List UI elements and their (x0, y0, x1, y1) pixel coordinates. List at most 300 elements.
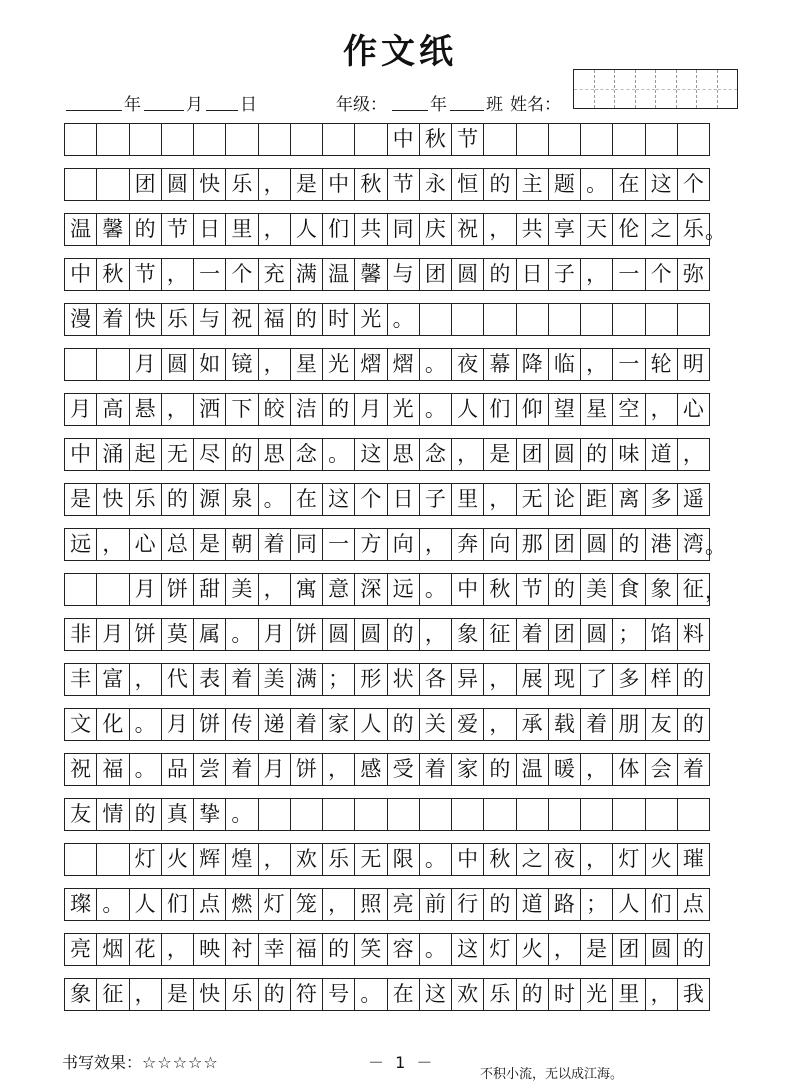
grid-cell[interactable]: 各 (419, 663, 452, 696)
grid-cell[interactable]: 辉 (193, 843, 226, 876)
grid-cell[interactable]: 共 (354, 213, 387, 246)
grid-cell[interactable]: 是 (580, 933, 613, 966)
grid-cell[interactable]: 湾 (677, 528, 710, 561)
grid-cell[interactable]: ， (96, 528, 129, 561)
grid-cell[interactable]: 题 (548, 168, 581, 201)
grid-cell[interactable]: 燃 (225, 888, 258, 921)
grid-cell[interactable] (193, 123, 226, 156)
grid-cell[interactable]: 的 (580, 438, 613, 471)
grid-cell[interactable]: 夜 (451, 348, 484, 381)
grid-cell[interactable]: 如 (193, 348, 226, 381)
grid-cell[interactable]: 现 (548, 663, 581, 696)
grid-cell[interactable] (225, 123, 258, 156)
grid-cell[interactable]: 味 (612, 438, 645, 471)
grid-cell[interactable]: 节 (129, 258, 162, 291)
grid-cell[interactable]: 着 (419, 753, 452, 786)
grid-cell[interactable]: 火 (161, 843, 194, 876)
grid-cell[interactable]: 幸 (258, 933, 291, 966)
grid-cell[interactable]: 乐 (483, 978, 516, 1011)
grid-cell[interactable]: ， (645, 393, 678, 426)
grid-cell[interactable]: 。 (129, 708, 162, 741)
grid-cell[interactable] (548, 123, 581, 156)
grid-cell[interactable]: 月 (258, 753, 291, 786)
grid-cell[interactable]: 秋 (96, 258, 129, 291)
grid-cell[interactable] (548, 303, 581, 336)
grid-cell[interactable]: 的 (483, 168, 516, 201)
grid-cell[interactable]: 同 (387, 213, 420, 246)
grid-cell[interactable]: 圆 (161, 348, 194, 381)
grid-cell[interactable]: 们 (161, 888, 194, 921)
grid-cell[interactable] (645, 798, 678, 831)
grid-cell[interactable]: 离 (612, 483, 645, 516)
grid-cell[interactable]: 个 (225, 258, 258, 291)
grid-cell[interactable]: 点 (677, 888, 710, 921)
grid-cell[interactable]: 的 (322, 393, 355, 426)
grid-cell[interactable]: ； (322, 663, 355, 696)
grid-cell[interactable]: 圆 (451, 258, 484, 291)
grid-cell[interactable] (96, 843, 129, 876)
grid-cell[interactable] (258, 123, 291, 156)
grid-cell[interactable]: 这 (419, 978, 452, 1011)
grid-cell[interactable]: 映 (193, 933, 226, 966)
grid-cell[interactable]: 高 (96, 393, 129, 426)
grid-cell[interactable]: 月 (129, 573, 162, 606)
grid-cell[interactable]: 伦 (612, 213, 645, 246)
grid-cell[interactable]: 享 (548, 213, 581, 246)
grid-cell[interactable]: 弥 (677, 258, 710, 291)
grid-cell[interactable]: 幕 (483, 348, 516, 381)
grid-cell[interactable]: 轮 (645, 348, 678, 381)
grid-cell[interactable]: 祝 (451, 213, 484, 246)
grid-cell[interactable]: 笑 (354, 933, 387, 966)
grid-cell[interactable]: 乐 (161, 303, 194, 336)
grid-cell[interactable]: 光 (387, 393, 420, 426)
grid-cell[interactable]: 衬 (225, 933, 258, 966)
grid-cell[interactable]: 中 (451, 843, 484, 876)
grid-cell[interactable]: 容 (387, 933, 420, 966)
grid-cell[interactable]: 我 (677, 978, 710, 1011)
grid-cell[interactable] (354, 798, 387, 831)
grid-cell[interactable] (612, 123, 645, 156)
grid-cell[interactable]: ， (322, 753, 355, 786)
grid-cell[interactable]: 个 (354, 483, 387, 516)
grid-cell[interactable]: 灯 (483, 933, 516, 966)
grid-cell[interactable]: 熠 (387, 348, 420, 381)
grid-cell[interactable]: 。 (258, 483, 291, 516)
grid-cell[interactable] (419, 798, 452, 831)
grid-cell[interactable]: 着 (290, 708, 323, 741)
grid-cell[interactable]: 的 (129, 213, 162, 246)
grid-cell[interactable]: 火 (645, 843, 678, 876)
grid-cell[interactable]: 乐 (225, 168, 258, 201)
grid-cell[interactable]: 道 (645, 438, 678, 471)
grid-cell[interactable]: 团 (548, 618, 581, 651)
grid-cell[interactable]: 团 (548, 528, 581, 561)
grid-cell[interactable]: 属 (193, 618, 226, 651)
grid-cell[interactable]: ， (129, 663, 162, 696)
grid-cell[interactable]: ， (258, 348, 291, 381)
grid-cell[interactable]: 的 (677, 933, 710, 966)
grid-cell[interactable]: 情 (96, 798, 129, 831)
grid-cell[interactable]: 状 (387, 663, 420, 696)
grid-cell[interactable]: 快 (193, 978, 226, 1011)
grid-cell[interactable]: 皎 (258, 393, 291, 426)
grid-cell[interactable]: ， (258, 168, 291, 201)
grid-cell[interactable]: 。 (419, 573, 452, 606)
grid-cell[interactable]: 天 (580, 213, 613, 246)
name-box[interactable] (573, 69, 738, 109)
grid-cell[interactable]: 月 (354, 393, 387, 426)
grid-cell[interactable] (290, 798, 323, 831)
grid-cell[interactable]: 洒 (193, 393, 226, 426)
grid-cell[interactable]: ， (580, 753, 613, 786)
grid-cell[interactable]: 子 (548, 258, 581, 291)
grid-cell[interactable]: 。 (96, 888, 129, 921)
grid-cell[interactable]: 无 (354, 843, 387, 876)
grid-cell[interactable]: ， (161, 933, 194, 966)
grid-cell[interactable] (645, 123, 678, 156)
grid-cell[interactable]: 们 (483, 393, 516, 426)
grid-cell[interactable]: 符 (290, 978, 323, 1011)
grid-cell[interactable]: 璨 (64, 888, 97, 921)
grid-cell[interactable]: 圆 (322, 618, 355, 651)
grid-cell[interactable]: 着 (225, 663, 258, 696)
grid-cell[interactable]: ； (612, 618, 645, 651)
grid-cell[interactable]: 文 (64, 708, 97, 741)
grid-cell[interactable]: 灯 (612, 843, 645, 876)
grid-cell[interactable]: 煌 (225, 843, 258, 876)
grid-cell[interactable] (580, 123, 613, 156)
grid-cell[interactable]: 馅 (645, 618, 678, 651)
grid-cell[interactable] (96, 348, 129, 381)
grid-cell[interactable] (451, 798, 484, 831)
grid-cell[interactable]: 感 (354, 753, 387, 786)
rating-stars[interactable]: ☆☆☆☆☆ (142, 1053, 219, 1072)
grid-cell[interactable]: 下 (225, 393, 258, 426)
grid-cell[interactable]: ， (677, 438, 710, 471)
grid-cell[interactable]: 庆 (419, 213, 452, 246)
grid-cell[interactable]: 传 (225, 708, 258, 741)
grid-cell[interactable]: ， (645, 978, 678, 1011)
grid-cell[interactable]: 暖 (548, 753, 581, 786)
grid-cell[interactable]: 受 (387, 753, 420, 786)
grid-cell[interactable]: 个 (677, 168, 710, 201)
grid-cell[interactable]: 人 (129, 888, 162, 921)
grid-cell[interactable]: 在 (612, 168, 645, 201)
grid-cell[interactable]: 乐 (225, 978, 258, 1011)
grid-cell[interactable]: 爱 (451, 708, 484, 741)
grid-cell[interactable]: ， (580, 348, 613, 381)
grid-cell[interactable] (387, 798, 420, 831)
grid-cell[interactable]: 源 (193, 483, 226, 516)
grid-cell[interactable]: 永 (419, 168, 452, 201)
grid-cell[interactable]: 征 (96, 978, 129, 1011)
grid-cell[interactable] (612, 798, 645, 831)
grid-cell[interactable]: ， (258, 843, 291, 876)
grid-cell[interactable]: 中 (451, 573, 484, 606)
grid-cell[interactable]: 饼 (193, 708, 226, 741)
grid-cell[interactable] (677, 123, 710, 156)
grid-cell[interactable]: 快 (96, 483, 129, 516)
grid-cell[interactable]: 异 (451, 663, 484, 696)
grid-cell[interactable]: 化 (96, 708, 129, 741)
grid-cell[interactable]: 熠 (354, 348, 387, 381)
grid-cell[interactable]: 真 (161, 798, 194, 831)
grid-cell[interactable]: 圆 (354, 618, 387, 651)
grid-cell[interactable]: 之 (645, 213, 678, 246)
grid-cell[interactable] (548, 798, 581, 831)
grid-cell[interactable]: 心 (129, 528, 162, 561)
grid-cell[interactable]: ， (419, 528, 452, 561)
grid-cell[interactable]: 笼 (290, 888, 323, 921)
grid-cell[interactable]: 的 (612, 528, 645, 561)
grid-cell[interactable]: 形 (354, 663, 387, 696)
grid-cell[interactable]: 的 (258, 978, 291, 1011)
grid-cell[interactable]: 仰 (516, 393, 549, 426)
grid-cell[interactable]: ， (258, 213, 291, 246)
grid-cell[interactable]: 。 (225, 798, 258, 831)
grid-cell[interactable]: 思 (258, 438, 291, 471)
grid-cell[interactable]: 福 (96, 753, 129, 786)
grid-cell[interactable]: 团 (129, 168, 162, 201)
grid-cell[interactable]: 共 (516, 213, 549, 246)
grid-cell[interactable]: 。 (419, 933, 452, 966)
grid-cell[interactable]: 尝 (193, 753, 226, 786)
grid-cell[interactable]: 递 (258, 708, 291, 741)
grid-cell[interactable]: 人 (451, 393, 484, 426)
day-blank[interactable] (206, 110, 238, 111)
grid-cell[interactable]: 月 (161, 708, 194, 741)
grid-cell[interactable]: 与 (193, 303, 226, 336)
grid-cell[interactable]: 的 (548, 573, 581, 606)
grid-cell[interactable]: 样 (645, 663, 678, 696)
grid-cell[interactable]: 象 (64, 978, 97, 1011)
grid-cell[interactable]: 着 (225, 753, 258, 786)
grid-cell[interactable] (516, 303, 549, 336)
grid-cell[interactable]: 节 (387, 168, 420, 201)
grid-cell[interactable] (483, 303, 516, 336)
grid-cell[interactable]: 向 (387, 528, 420, 561)
grid-cell[interactable]: 充 (258, 258, 291, 291)
grid-cell[interactable]: 象 (645, 573, 678, 606)
grid-cell[interactable]: 这 (451, 933, 484, 966)
grid-cell[interactable]: 意 (322, 573, 355, 606)
grid-cell[interactable]: ， (548, 933, 581, 966)
grid-cell[interactable]: 乐 (677, 213, 710, 246)
grid-cell[interactable]: ， (483, 483, 516, 516)
grid-cell[interactable]: 子 (419, 483, 452, 516)
grid-cell[interactable] (516, 123, 549, 156)
grid-cell[interactable]: 思 (387, 438, 420, 471)
grid-cell[interactable]: 里 (612, 978, 645, 1011)
grid-cell[interactable]: 快 (129, 303, 162, 336)
grid-cell[interactable]: 象 (451, 618, 484, 651)
grid-cell[interactable]: 中 (387, 123, 420, 156)
grid-cell[interactable]: 点 (193, 888, 226, 921)
grid-cell[interactable]: 心 (677, 393, 710, 426)
grid-cell[interactable]: 祝 (225, 303, 258, 336)
grid-cell[interactable]: 家 (451, 753, 484, 786)
grid-cell[interactable]: 念 (419, 438, 452, 471)
grid-cell[interactable] (64, 123, 97, 156)
grid-cell[interactable]: ， (419, 618, 452, 651)
grid-cell[interactable]: 月 (64, 393, 97, 426)
grid-cell[interactable]: 秋 (419, 123, 452, 156)
class-blank[interactable] (450, 110, 484, 111)
grid-cell[interactable]: 那 (516, 528, 549, 561)
grid-cell[interactable]: 着 (96, 303, 129, 336)
grid-cell[interactable]: 同 (290, 528, 323, 561)
grid-cell[interactable]: 品 (161, 753, 194, 786)
grid-cell[interactable]: 港 (645, 528, 678, 561)
grid-cell[interactable]: 遥 (677, 483, 710, 516)
grid-cell[interactable]: 会 (645, 753, 678, 786)
grid-cell[interactable]: 限 (387, 843, 420, 876)
grid-cell[interactable]: 饼 (161, 573, 194, 606)
grid-cell[interactable]: 秋 (354, 168, 387, 201)
grid-cell[interactable]: 之 (516, 843, 549, 876)
grid-cell[interactable]: 丰 (64, 663, 97, 696)
grid-cell[interactable]: 夜 (548, 843, 581, 876)
grid-cell[interactable] (64, 573, 97, 606)
grid-cell[interactable]: 祝 (64, 753, 97, 786)
grid-cell[interactable]: 多 (645, 483, 678, 516)
grid-cell[interactable]: 载 (548, 708, 581, 741)
grid-cell[interactable]: 食 (612, 573, 645, 606)
grid-cell[interactable]: 满 (290, 663, 323, 696)
grid-cell[interactable]: 美 (580, 573, 613, 606)
grid-cell[interactable]: 了 (580, 663, 613, 696)
grid-cell[interactable] (64, 843, 97, 876)
grid-cell[interactable]: 是 (483, 438, 516, 471)
grid-cell[interactable]: 火 (516, 933, 549, 966)
grid-cell[interactable]: 漫 (64, 303, 97, 336)
grid-cell[interactable]: 挚 (193, 798, 226, 831)
grid-cell[interactable]: 团 (419, 258, 452, 291)
grid-cell[interactable]: 远 (64, 528, 97, 561)
grid-cell[interactable]: 饼 (290, 753, 323, 786)
grid-cell[interactable]: 的 (161, 483, 194, 516)
grid-cell[interactable]: 里 (451, 483, 484, 516)
grid-cell[interactable]: 烟 (96, 933, 129, 966)
grid-cell[interactable]: ， (451, 438, 484, 471)
grid-cell[interactable]: 的 (387, 618, 420, 651)
grid-cell[interactable]: 号 (322, 978, 355, 1011)
grid-cell[interactable]: 富 (96, 663, 129, 696)
grid-cell[interactable] (580, 798, 613, 831)
grid-cell[interactable] (612, 303, 645, 336)
grid-cell[interactable]: 灯 (258, 888, 291, 921)
grid-cell[interactable]: 展 (516, 663, 549, 696)
grid-cell[interactable]: 。 (354, 978, 387, 1011)
grid-cell[interactable] (64, 168, 97, 201)
grid-cell[interactable]: 论 (548, 483, 581, 516)
grid-cell[interactable]: 。 (322, 438, 355, 471)
grid-cell[interactable]: 这 (354, 438, 387, 471)
grid-cell[interactable]: 福 (258, 303, 291, 336)
grid-cell[interactable]: 在 (387, 978, 420, 1011)
grid-cell[interactable]: 行 (451, 888, 484, 921)
grid-cell[interactable]: 时 (548, 978, 581, 1011)
grid-cell[interactable]: 的 (677, 708, 710, 741)
grid-cell[interactable]: 里 (225, 213, 258, 246)
grid-cell[interactable]: 秋 (483, 573, 516, 606)
grid-cell[interactable]: 。 (129, 753, 162, 786)
grid-cell[interactable]: 中 (322, 168, 355, 201)
grid-cell[interactable]: 距 (580, 483, 613, 516)
grid-cell[interactable]: 日 (193, 213, 226, 246)
grid-cell[interactable] (96, 123, 129, 156)
grid-cell[interactable]: 甜 (193, 573, 226, 606)
grid-cell[interactable]: 友 (645, 708, 678, 741)
grid-cell[interactable]: 非 (64, 618, 97, 651)
grid-cell[interactable] (483, 798, 516, 831)
grid-cell[interactable]: 空 (612, 393, 645, 426)
grid-cell[interactable]: 涌 (96, 438, 129, 471)
grid-cell[interactable]: 道 (516, 888, 549, 921)
grid-cell[interactable]: 奔 (451, 528, 484, 561)
grid-cell[interactable]: ， (483, 213, 516, 246)
grid-cell[interactable]: 圆 (580, 618, 613, 651)
grid-cell[interactable] (677, 798, 710, 831)
grid-cell[interactable]: 亮 (64, 933, 97, 966)
grid-cell[interactable]: 向 (483, 528, 516, 561)
grid-cell[interactable]: 一 (322, 528, 355, 561)
grid-cell[interactable]: 承 (516, 708, 549, 741)
grid-cell[interactable] (483, 123, 516, 156)
grid-cell[interactable]: 花 (129, 933, 162, 966)
grid-cell[interactable]: 欢 (451, 978, 484, 1011)
grid-cell[interactable]: 节 (161, 213, 194, 246)
grid-cell[interactable]: 。 (419, 843, 452, 876)
grid-cell[interactable]: 这 (322, 483, 355, 516)
grid-cell[interactable]: 光 (354, 303, 387, 336)
grid-cell[interactable]: 星 (580, 393, 613, 426)
grid-cell[interactable]: 快 (193, 168, 226, 201)
grid-cell[interactable]: 中 (64, 258, 97, 291)
grade-blank[interactable] (392, 110, 428, 111)
grid-cell[interactable]: 个 (645, 258, 678, 291)
grid-cell[interactable]: 的 (129, 798, 162, 831)
grid-cell[interactable] (322, 123, 355, 156)
grid-cell[interactable]: 光 (580, 978, 613, 1011)
grid-cell[interactable]: 馨 (354, 258, 387, 291)
grid-cell[interactable]: 时 (322, 303, 355, 336)
grid-cell[interactable]: 人 (354, 708, 387, 741)
grid-cell[interactable]: 降 (516, 348, 549, 381)
grid-cell[interactable]: 镜 (225, 348, 258, 381)
grid-cell[interactable] (96, 168, 129, 201)
grid-cell[interactable]: 莫 (161, 618, 194, 651)
grid-cell[interactable]: 望 (548, 393, 581, 426)
grid-cell[interactable]: 与 (387, 258, 420, 291)
grid-cell[interactable]: 主 (516, 168, 549, 201)
grid-cell[interactable]: 月 (258, 618, 291, 651)
grid-cell[interactable] (322, 798, 355, 831)
grid-cell[interactable]: 灯 (129, 843, 162, 876)
grid-cell[interactable]: 总 (161, 528, 194, 561)
grid-cell[interactable]: 料 (677, 618, 710, 651)
grid-cell[interactable]: 洁 (290, 393, 323, 426)
grid-cell[interactable] (580, 303, 613, 336)
grid-cell[interactable]: 节 (451, 123, 484, 156)
grid-cell[interactable]: 无 (516, 483, 549, 516)
grid-cell[interactable]: 光 (322, 348, 355, 381)
grid-cell[interactable]: ， (580, 258, 613, 291)
grid-cell[interactable]: 日 (516, 258, 549, 291)
year-blank[interactable] (66, 110, 122, 111)
grid-cell[interactable]: ， (258, 573, 291, 606)
